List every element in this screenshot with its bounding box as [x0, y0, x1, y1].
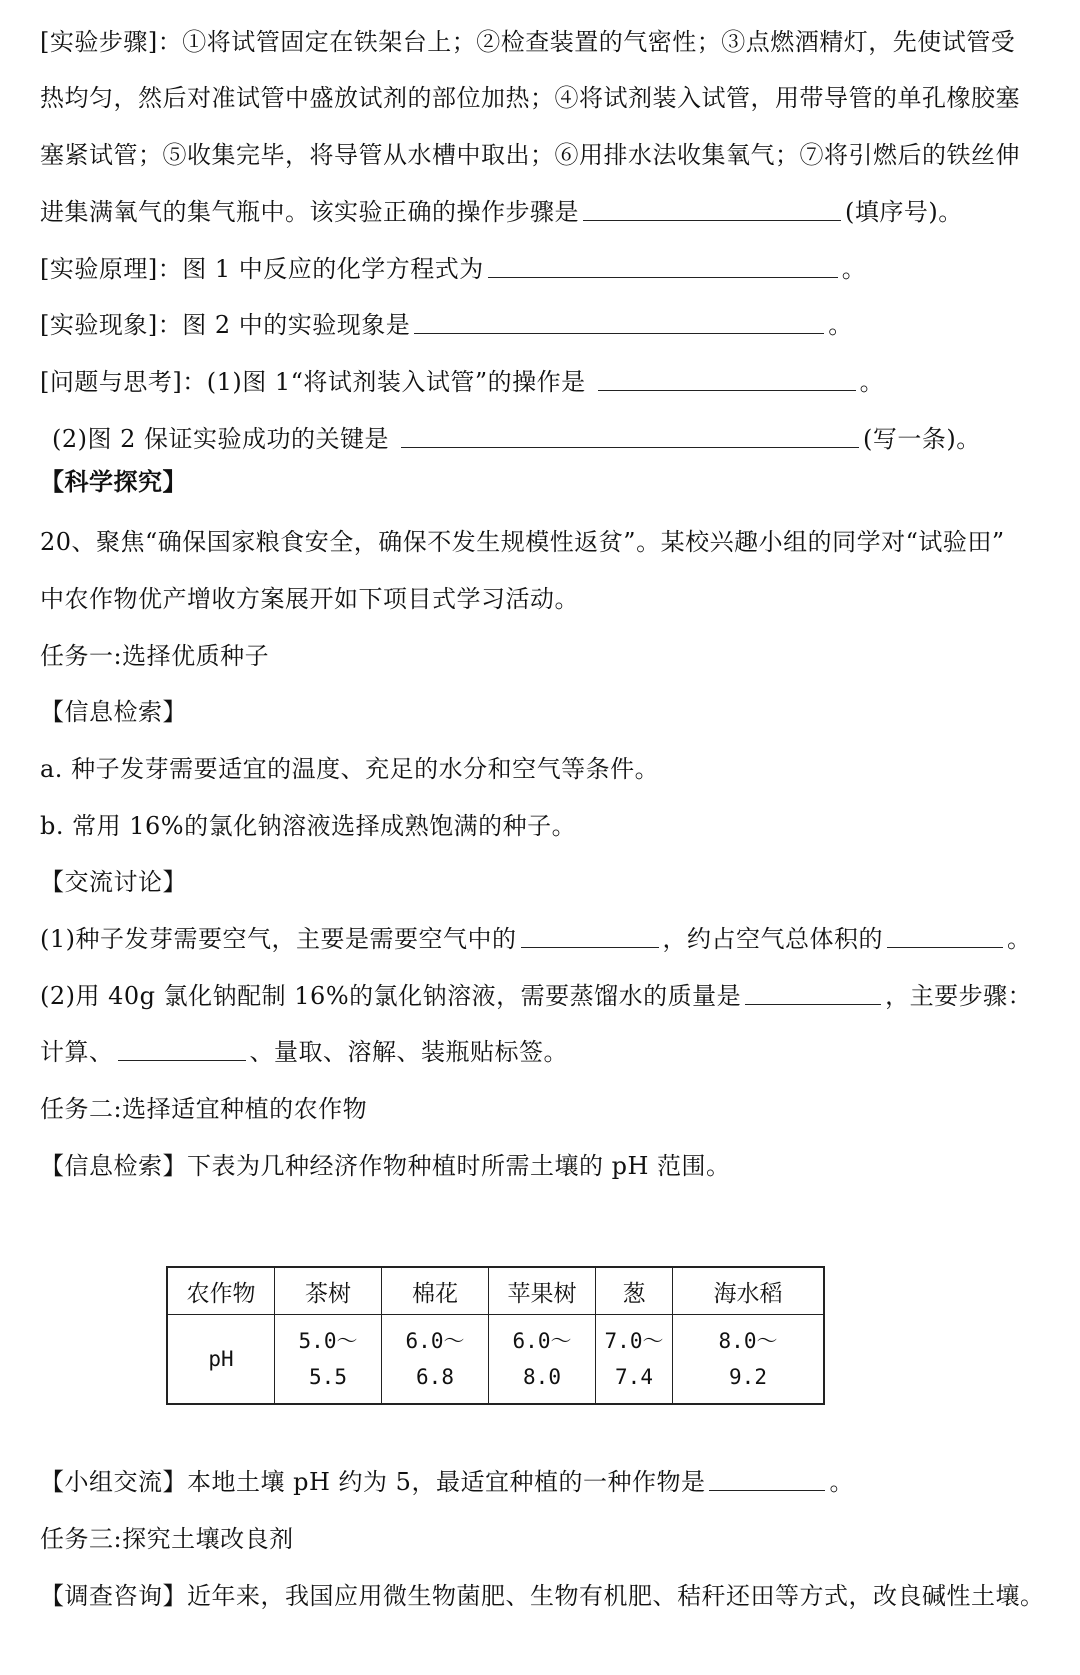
line-text: (2)用 40g 氯化钠配制 16%的氯化钠溶液，需要蒸馏水的质量是 — [40, 982, 742, 1010]
answer-blank-phenomenon[interactable] — [414, 305, 824, 334]
text-line — [40, 862, 1040, 902]
range-high: 8.0 — [523, 1365, 561, 1389]
line-text: 热均匀，然后对准试管中盛放试剂的部位加热；④将试剂装入试管，用带导管的单孔橡胶塞 — [40, 84, 1020, 112]
text-line — [40, 1089, 1040, 1129]
text-line — [40, 305, 1040, 345]
line-text: 中农作物优产增收方案展开如下项目式学习活动。 — [40, 585, 579, 613]
text-line — [40, 78, 1040, 118]
line-text: 任务一:选择优质种子 — [40, 642, 270, 670]
line-text: 计算、 — [40, 1038, 114, 1066]
text-line — [40, 249, 1040, 289]
table-header-cell: 海水稻 — [673, 1267, 825, 1315]
range-low: 6.0～ — [405, 1329, 465, 1353]
line-text: [实验步骤]：①将试管固定在铁架台上；②检查装置的气密性；③点燃酒精灯，先使试管受 — [40, 28, 1016, 56]
answer-blank-crop[interactable] — [709, 1462, 825, 1491]
range-low: 6.0～ — [512, 1329, 572, 1353]
text-line — [40, 1519, 1040, 1559]
line-text: (填序号)。 — [845, 198, 963, 226]
text-line — [40, 362, 1040, 402]
range-high: 5.5 — [309, 1365, 347, 1389]
text-line — [40, 1576, 1045, 1616]
line-text: b. 常用 16%的氯化钠溶液选择成熟饱满的种子。 — [40, 812, 577, 840]
answer-blank-gas[interactable] — [521, 919, 659, 948]
text-line — [40, 806, 1040, 846]
text-line — [40, 749, 1040, 789]
range-low: 8.0～ — [718, 1329, 778, 1353]
line-text: 20、聚焦“确保国家粮食安全，确保不发生规模性返贫”。某校兴趣小组的同学对“试验田” — [40, 528, 1005, 556]
line-text: 任务三:探究土壤改良剂 — [40, 1525, 294, 1553]
line-text: 、量取、溶解、装瓶贴标签。 — [249, 1038, 568, 1066]
table-header-cell: 葱 — [596, 1267, 673, 1315]
table-header-cell: 农作物 — [167, 1267, 275, 1315]
table-cell — [596, 1315, 673, 1405]
table-row-label: pH — [167, 1315, 275, 1405]
line-text: (1)种子发芽需要空气，主要是需要空气中的 — [40, 925, 517, 953]
range-low: 5.0～ — [298, 1329, 358, 1353]
line-text: 【交流讨论】 — [40, 868, 187, 896]
text-line — [40, 522, 1040, 562]
line-text: [问题与思考]：(1)图 1“将试剂装入试管”的操作是 — [40, 368, 586, 396]
text-line — [40, 1032, 1040, 1072]
text-line — [40, 22, 1040, 62]
text-line — [40, 976, 1040, 1016]
text-line — [40, 192, 1040, 232]
table-header-row — [167, 1267, 824, 1315]
text-line — [40, 692, 1040, 732]
line-text: 。 — [828, 311, 853, 339]
range-high: 6.8 — [416, 1365, 454, 1389]
table-header-cell: 棉花 — [382, 1267, 489, 1315]
line-text: 进集满氧气的集气瓶中。该实验正确的操作步骤是 — [40, 198, 579, 226]
answer-blank-volume[interactable] — [887, 919, 1003, 948]
text-line — [40, 579, 1040, 619]
table-row — [167, 1315, 824, 1405]
text-line — [52, 419, 1040, 459]
ph-table-figure — [84, 1260, 914, 1430]
table-cell — [382, 1315, 489, 1405]
line-text: 任务二:选择适宜种植的农作物 — [40, 1095, 368, 1123]
line-text: 【科学探究】 — [40, 468, 187, 496]
range-high: 7.4 — [615, 1365, 653, 1389]
text-line — [40, 636, 1040, 676]
text-line — [40, 135, 1040, 175]
text-line — [40, 1462, 1040, 1502]
text-line — [40, 919, 1040, 959]
line-text: [实验原理]：图 1 中反应的化学方程式为 — [40, 255, 484, 283]
line-text: 。 — [859, 368, 885, 396]
answer-blank-equation[interactable] — [488, 249, 838, 278]
line-text: [实验现象]：图 2 中的实验现象是 — [40, 311, 411, 339]
ph-table — [166, 1266, 825, 1405]
range-high: 9.2 — [729, 1365, 767, 1389]
answer-blank-steps[interactable] — [583, 192, 841, 221]
answer-blank-operation[interactable] — [598, 362, 856, 391]
table-cell — [275, 1315, 382, 1405]
answer-blank-step[interactable] — [118, 1032, 246, 1061]
table-cell — [489, 1315, 596, 1405]
section-heading — [40, 462, 1040, 502]
line-text: (2)图 2 保证实验成功的关键是 — [52, 425, 390, 453]
line-text: 。 — [841, 255, 867, 283]
table-cell — [673, 1315, 825, 1405]
line-text: 【小组交流】本地土壤 pH 约为 5，最适宜种植的一种作物是 — [40, 1468, 706, 1496]
line-text: 塞紧试管；⑤收集完毕，将导管从水槽中取出；⑥用排水法收集氧气；⑦将引燃后的铁丝伸 — [40, 141, 1020, 169]
table-header-cell: 苹果树 — [489, 1267, 596, 1315]
answer-blank-water-mass[interactable] — [745, 976, 881, 1005]
line-text: ，约占空气总体积的 — [662, 925, 883, 953]
line-text: 【信息检索】下表为几种经济作物种植时所需土壤的 pH 范围。 — [40, 1152, 731, 1180]
table-header-cell: 茶树 — [275, 1267, 382, 1315]
line-text: (写一条)。 — [863, 425, 981, 453]
range-low: 7.0～ — [604, 1329, 664, 1353]
line-text: ，主要步骤： — [885, 982, 1033, 1010]
line-text: a. 种子发芽需要适宜的温度、充足的水分和空气等条件。 — [40, 755, 660, 783]
line-text: 。 — [829, 1468, 854, 1496]
line-text: 。 — [1007, 925, 1032, 953]
text-line — [40, 1146, 1040, 1186]
line-text: 【信息检索】 — [40, 698, 187, 726]
line-text: 【调查咨询】近年来，我国应用微生物菌肥、生物有机肥、秸秆还田等方式，改良碱性土壤。 — [40, 1582, 1045, 1610]
answer-blank-key[interactable] — [401, 419, 859, 448]
